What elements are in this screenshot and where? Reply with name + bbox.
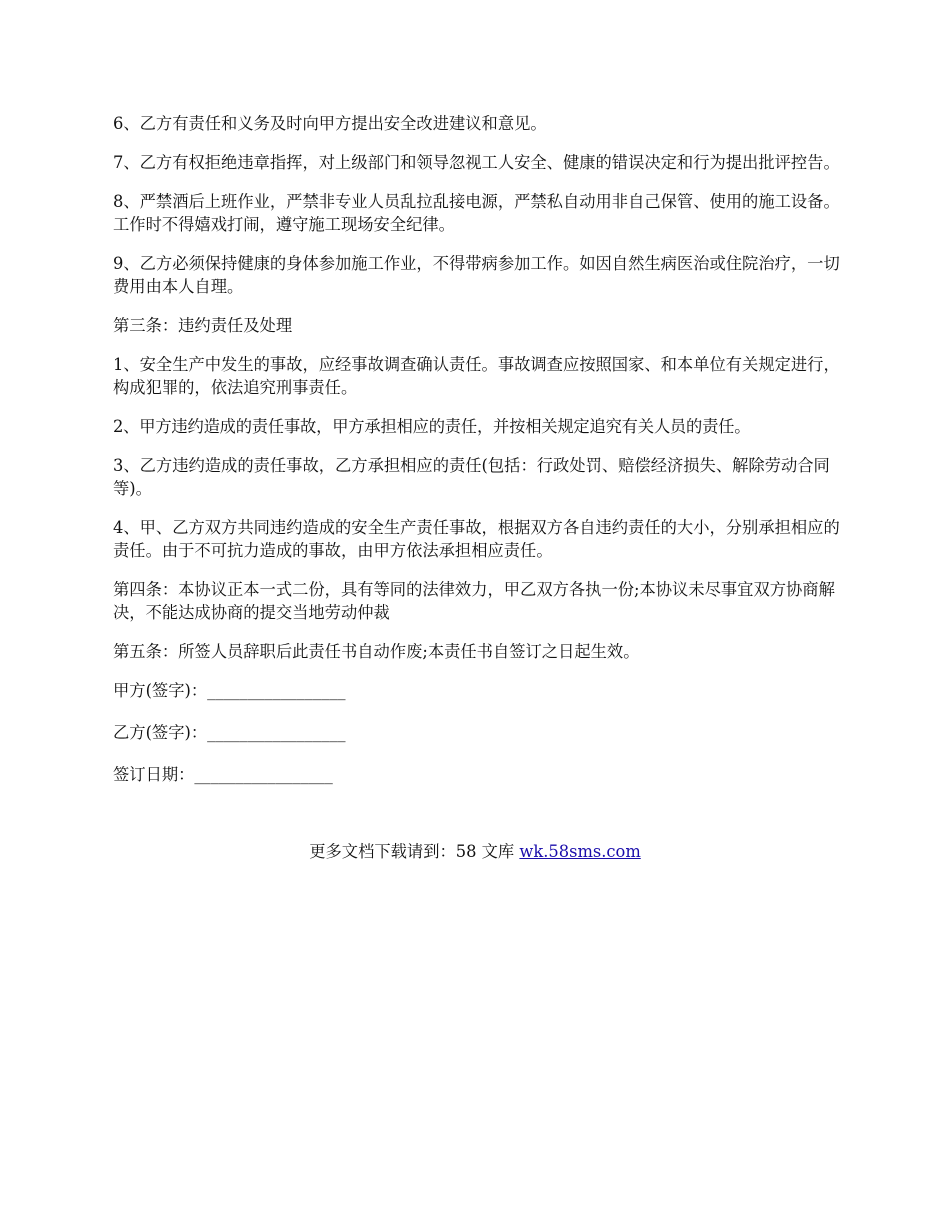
clause-6: 6、乙方有责任和义务及时向甲方提出安全改进建议和意见。 [113,114,547,133]
footer-text: 更多文档下载请到：58 文库 [309,842,520,861]
article-3-item-2: 2、甲方违约造成的责任事故，甲方承担相应的责任，并按相关规定追究有关人员的责任。 [113,417,751,436]
article-3-item-4: 4、甲、乙方双方共同违约造成的安全生产责任事故，根据双方各自违约责任的大小，分别承担相应的责任。由于不可抗力造成的事故，由甲方依法承担相应责任。 [113,518,840,560]
article-3-heading: 第三条：违约责任及处理 [113,316,293,335]
article-3-item-3: 3、乙方违约造成的责任事故，乙方承担相应的责任(包括：行政处罚、赔偿经济损失、解除劳动合同等)。 [113,456,830,498]
article-4: 第四条：本协议正本一式二份，具有等同的法律效力，甲乙双方各执一份;本协议未尽事宜双方协商解决，不能达成协商的提交当地劳动仲裁 [113,580,835,622]
clause-9: 9、乙方必须保持健康的身体参加施工作业，不得带病参加工作。如因自然生病医治或住院治疗，一切费用由本人自理。 [113,254,840,296]
clause-7: 7、乙方有权拒绝违章指挥，对上级部门和领导忽视工人安全、健康的错误决定和行为提出批评控告。 [113,153,840,172]
document-body [113,112,843,805]
article-5: 第五条：所签人员辞职后此责任书自动作废;本责任书自签订之日起生效。 [113,642,640,661]
article-3-item-1: 1、安全生产中发生的事故，应经事故调查确认责任。事故调查应按照国家、和本单位有关规定进行，构成犯罪的，依法追究刑事责任。 [113,355,840,397]
download-footer [0,840,950,863]
footer-link[interactable]: wk.58sms.com [519,842,641,861]
clause-8: 8、严禁酒后上班作业，严禁非专业人员乱拉乱接电源，严禁私自动用非自己保管、使用的施工设备。工作时不得嬉戏打闹，遵守施工现场安全纪律。 [113,192,840,234]
signing-date: 签订日期：_________________ [113,765,333,784]
party-a-signature: 甲方(签字)：_________________ [113,681,346,700]
party-b-signature: 乙方(签字)：_________________ [113,723,346,742]
